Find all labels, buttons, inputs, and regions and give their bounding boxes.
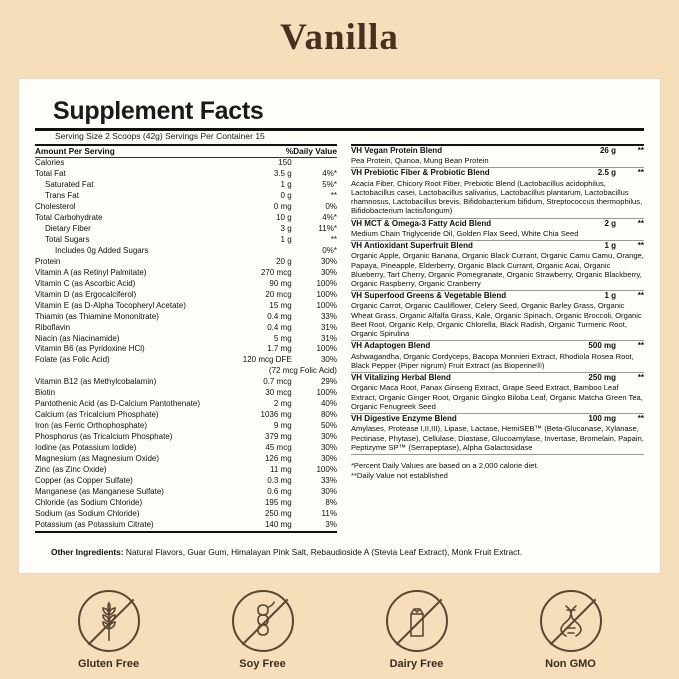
nutrient-name: Vitamin E (as D-Alpha Tocopheryl Acetate) bbox=[35, 300, 186, 310]
nutrient-amount: 250 mg bbox=[264, 508, 292, 518]
note-spacer bbox=[35, 366, 222, 377]
blend-amount: 1 g bbox=[604, 291, 616, 301]
nutrient-name: Copper (as Copper Sulfate) bbox=[35, 475, 133, 485]
table-row bbox=[35, 279, 337, 290]
blend-ingredients: Organic Carrot, Organic Cauliflower, Celery Seed, Organic Barley Grass, Organic Wheat Grass, Organic Alfalfa Grass, Kale, Organic Spinach, Organic Broccoli, Organic Beet Root, Organic Kelp, Organic Chlorella, Black Radish, Organic Turmeric Root, Organic Spirulina bbox=[350, 301, 642, 339]
nutrient-amount: 15 mg bbox=[269, 300, 292, 310]
nutrient-name: Niacin (as Niacinamide) bbox=[35, 333, 120, 343]
nutrient-amount: 270 mcg bbox=[260, 267, 292, 277]
nutrient-daily-value: 30% bbox=[320, 267, 337, 277]
badge-circle bbox=[232, 590, 294, 652]
nutrient-daily-value: 8% bbox=[325, 497, 337, 507]
table-row bbox=[35, 388, 337, 399]
table-row bbox=[35, 465, 337, 476]
table-row bbox=[35, 213, 337, 224]
nutrient-daily-value: 30% bbox=[320, 454, 337, 464]
nutrient-name: Chloride (as Sodium Chloride) bbox=[35, 497, 143, 507]
blend-item bbox=[351, 291, 644, 340]
blend-header bbox=[351, 146, 644, 155]
nutrient-amount: 0 g bbox=[280, 191, 292, 201]
nutrient-amount: 3.5 g bbox=[273, 169, 292, 179]
nutrient-amount: 1036 mg bbox=[260, 410, 292, 420]
header-daily-value: %Daily Value bbox=[285, 146, 337, 156]
badge-label: Non GMO bbox=[545, 658, 596, 670]
nutrient-amount: 20 g bbox=[276, 256, 292, 266]
table-row bbox=[35, 246, 337, 257]
blend-daily-value: ** bbox=[637, 146, 644, 155]
nutrient-name: Iron (as Ferric Orthophosphate) bbox=[35, 421, 148, 431]
blend-ingredients: Pea Protein, Quinoa, Mung Bean Protein bbox=[350, 156, 489, 166]
table-row bbox=[35, 520, 337, 531]
table-row bbox=[35, 355, 337, 366]
blend-name: VH Antioxidant Superfruit Blend bbox=[350, 241, 473, 251]
nutrient-daily-value: 100% bbox=[316, 278, 337, 288]
nutrient-name: Vitamin C (as Ascorbic Acid) bbox=[35, 278, 136, 288]
nutrient-daily-value: 0%* bbox=[322, 245, 337, 255]
blend-daily-value: ** bbox=[637, 414, 644, 424]
blend-header bbox=[351, 168, 644, 177]
badge-label: Dairy Free bbox=[389, 658, 444, 670]
table-row bbox=[35, 443, 337, 454]
blend-item bbox=[351, 219, 644, 240]
blend-name: VH Vegan Protein Blend bbox=[350, 146, 443, 155]
nutrient-name: Riboflavin bbox=[35, 322, 71, 332]
nutrient-daily-value: 31% bbox=[320, 333, 337, 343]
nutrient-daily-value: 0% bbox=[325, 202, 337, 212]
table-row bbox=[35, 257, 337, 268]
nutrient-name: Trans Fat bbox=[45, 191, 79, 201]
nutrient-amount: 30 mcg bbox=[265, 388, 292, 398]
table-row bbox=[35, 202, 337, 213]
nutrient-amount: 379 mg bbox=[264, 432, 292, 442]
nutrient-name: Biotin bbox=[35, 388, 56, 398]
nutrient-name: Vitamin B12 (as Methylcobalamin) bbox=[35, 377, 157, 387]
nutrient-amount: 3 g bbox=[280, 224, 292, 233]
blend-name: VH Prebiotic Fiber & Probiotic Blend bbox=[350, 168, 490, 178]
badge-label: Soy Free bbox=[239, 658, 286, 670]
blend-daily-value: ** bbox=[637, 241, 644, 251]
nutrient-amount: 150 bbox=[278, 158, 292, 168]
nutrients-column bbox=[35, 144, 337, 533]
blend-amount: 1 g bbox=[604, 241, 616, 251]
blend-ingredients: Organic Maca Root, Panax Ginseng Extract, Grape Seed Extract, Bamboo Leaf Extract, Organic Ginger Root, Organic Gingko Biloba Leaf, Organic Matcha Green Tea, Organic Fenugreek Seed bbox=[350, 383, 643, 411]
blend-header bbox=[351, 341, 644, 350]
blend-name: VH Superfood Greens & Vegetable Blend bbox=[350, 291, 507, 301]
nutrition-table bbox=[35, 146, 337, 157]
footnote-2: **Daily Value not established bbox=[350, 470, 448, 480]
blend-ingredients: Amylases, Protease I,II,III), Lipase, Lactase, HemiSEB™ (Beta-Glucanase, Xylanase, Pectinase, Phytase), Cellulase, Diastase, Glucoamylase, Invertase, Bromelain, Papain, Peptizyme SP™ (Serrapeptase), Alpha Galactosidase bbox=[350, 424, 644, 452]
nutrient-amount: 1.7 mg bbox=[267, 344, 292, 354]
blend-item bbox=[351, 241, 644, 290]
nutrient-amount: 0.4 mg bbox=[267, 311, 292, 321]
nutrient-amount: 11 mg bbox=[270, 464, 292, 474]
table-row bbox=[35, 334, 337, 345]
blend-name: VH MCT & Omega-3 Fatty Acid Blend bbox=[350, 218, 492, 228]
nutrient-daily-value: 30% bbox=[320, 432, 337, 442]
nutrient-name: Cholesterol bbox=[35, 202, 76, 212]
badge-non-gmo bbox=[518, 590, 624, 670]
nutrient-daily-value bbox=[292, 158, 337, 169]
nutrient-amount: 0.6 mg bbox=[267, 486, 292, 496]
badge-soy-free bbox=[210, 590, 316, 670]
nutrient-amount: 0 mg bbox=[273, 202, 292, 212]
blends-column bbox=[351, 144, 644, 533]
blend-ingredients: Organic Apple, Organic Banana, Organic Black Currant, Organic Camu Camu, Orange, Papaya, Pineapple, Elderberry, Organic Black Currant, Organic Acai, Organic Blueberry, Tart Cherry, Organic Pomegranate, Organic Strawberry, Organic Blackberry, Organic Raspberry, Organic Cranberry bbox=[350, 251, 644, 288]
blend-daily-value: ** bbox=[637, 168, 644, 178]
nutrient-daily-value: 33% bbox=[320, 311, 337, 321]
nutrient-daily-value: 4%* bbox=[322, 169, 337, 179]
nutrient-daily-value: 3% bbox=[325, 519, 337, 529]
nutrient-name: Calcium (as Tricalcium Phosphate) bbox=[35, 410, 159, 420]
nutrient-amount: 20 mcg bbox=[265, 289, 292, 299]
soybean-icon bbox=[234, 592, 292, 650]
nutrient-name: Folate (as Folic Acid) bbox=[35, 355, 110, 365]
blend-item bbox=[351, 168, 644, 217]
table-row bbox=[35, 224, 337, 235]
nutrient-amount: 2 mg bbox=[273, 399, 292, 409]
nutrient-amount: 1 g bbox=[280, 234, 292, 244]
nutrient-daily-value: 100% bbox=[316, 388, 337, 398]
table-row bbox=[35, 454, 337, 465]
nutrient-daily-value: 30% bbox=[320, 443, 337, 453]
table-row bbox=[35, 158, 337, 169]
blend-item bbox=[351, 373, 644, 413]
table-row bbox=[35, 498, 337, 509]
blend-ingredients: Ashwagandha, Organic Cordyceps, Bacopa Monnieri Extract, Rhodiola Rosea Root, Black Pepper (Piper nigrum) Fruit Extract (as Bioperine®) bbox=[350, 351, 634, 370]
table-row bbox=[35, 377, 337, 388]
nutrient-amount: 195 mg bbox=[264, 497, 292, 507]
blend-name: VH Adaptogen Blend bbox=[350, 341, 431, 351]
nutrient-name: Pantothenic Acid (as D-Calcium Pantothenate) bbox=[35, 399, 200, 409]
nutrient-daily-value: ** bbox=[330, 234, 337, 244]
blend-header bbox=[351, 291, 644, 300]
nutrient-daily-value: 31% bbox=[320, 322, 337, 332]
nutrient-note: (72 mcg Folic Acid) bbox=[268, 366, 337, 376]
nutrient-amount: 120 mcg DFE bbox=[242, 355, 292, 365]
blend-header bbox=[351, 219, 644, 228]
nutrient-daily-value: 33% bbox=[320, 475, 337, 485]
other-ingredients-text: Natural Flavors, Guar Gum, Himalayan Pink Salt, Rebaudioside A (Stevia Leaf Extract), Monk Fruit Extract. bbox=[125, 547, 523, 557]
nutrient-amount: 126 mg bbox=[264, 454, 292, 464]
nutrient-name: Dietary Fiber bbox=[45, 224, 91, 233]
footnotes bbox=[351, 461, 644, 481]
nutrient-name: Thiamin (as Thiamine Mononitrate) bbox=[35, 311, 159, 321]
table-row bbox=[35, 191, 337, 202]
nutrient-amount: 45 mcg bbox=[265, 443, 292, 453]
blend-item bbox=[351, 341, 644, 372]
badge-dairy-free bbox=[364, 590, 470, 670]
table-row bbox=[35, 432, 337, 443]
nutrient-daily-value: 4%* bbox=[322, 213, 337, 223]
nutrient-daily-value: 100% bbox=[316, 344, 337, 354]
nutrient-amount: 0.4 mg bbox=[267, 322, 292, 332]
nutrient-daily-value: 40% bbox=[320, 399, 337, 409]
nutrient-daily-value: 11%* bbox=[318, 224, 337, 233]
table-row bbox=[35, 509, 337, 520]
blend-header bbox=[351, 241, 644, 250]
nutrient-name: Saturated Fat bbox=[45, 180, 94, 190]
blend-name: VH Vitalizing Herbal Blend bbox=[350, 373, 451, 383]
blend-amount: 2.5 g bbox=[597, 168, 616, 178]
nutrient-name: Manganese (as Manganese Sulfate) bbox=[35, 486, 164, 496]
table-row bbox=[35, 268, 337, 279]
nutrient-daily-value: 11% bbox=[321, 508, 337, 518]
nutrient-name: Sodium (as Sodium Chloride) bbox=[35, 508, 140, 518]
nutrient-name: Includes 0g Added Sugars bbox=[55, 245, 149, 255]
nutrient-name: Vitamin B6 (as Pyridoxine HCl) bbox=[35, 344, 145, 354]
table-row bbox=[35, 180, 337, 191]
nutrient-daily-value: ** bbox=[330, 191, 337, 201]
wheat-icon bbox=[80, 592, 138, 650]
badge-label: Gluten Free bbox=[77, 658, 140, 670]
table-row bbox=[35, 476, 337, 487]
nutrient-name: Potassium (as Potassium Citrate) bbox=[35, 519, 154, 529]
nutrient-name: Protein bbox=[35, 256, 61, 266]
table-row bbox=[35, 301, 337, 312]
blend-amount: 100 mg bbox=[588, 414, 616, 424]
blend-amount: 250 mg bbox=[588, 373, 616, 383]
nutrient-name: Phosphorus (as Tricalcium Phosphate) bbox=[35, 432, 173, 442]
table-row bbox=[35, 399, 337, 410]
certification-badges bbox=[0, 590, 679, 670]
blend-ingredients: Medium Chain Triglyceride Oil, Golden Flax Seed, White Chia Seed bbox=[350, 228, 579, 238]
nutrient-name: Total Fat bbox=[35, 169, 66, 179]
nutrient-name: Calories bbox=[35, 158, 65, 168]
serving-info: Serving Size 2 Scoops (42g) Servings Per Container 15 bbox=[55, 131, 265, 141]
table-row bbox=[35, 290, 337, 301]
nutrient-name: Vitamin A (as Retinyl Palmitate) bbox=[35, 267, 147, 277]
nutrient-daily-value: 50% bbox=[320, 421, 337, 431]
nutrient-name: Zinc (as Zinc Oxide) bbox=[35, 464, 107, 474]
nutrient-amount: 9 mg bbox=[273, 421, 292, 431]
nutrient-name: Total Carbohydrate bbox=[35, 213, 103, 223]
table-row bbox=[35, 312, 337, 323]
nutrient-amount: 10 g bbox=[276, 213, 292, 223]
panel-columns bbox=[35, 144, 644, 533]
nutrient-amount: 5 mg bbox=[273, 333, 292, 343]
table-row bbox=[35, 421, 337, 432]
other-ingredients-label: Other Ingredients: bbox=[51, 547, 124, 557]
table-row bbox=[35, 323, 337, 334]
nutrient-daily-value: 80% bbox=[320, 410, 337, 420]
blend-header bbox=[351, 414, 644, 423]
supplement-facts-panel bbox=[18, 78, 661, 574]
nutrient-daily-value: 100% bbox=[316, 300, 337, 310]
table-row-note bbox=[35, 366, 337, 377]
milk-carton-icon bbox=[388, 592, 446, 650]
header-spacer bbox=[218, 146, 286, 157]
badge-gluten-free bbox=[56, 590, 162, 670]
divider-table-bottom bbox=[35, 531, 337, 533]
dna-icon bbox=[542, 592, 600, 650]
nutrient-amount: 1 g bbox=[280, 180, 292, 190]
table-header-row bbox=[35, 146, 337, 157]
header-amount-per-serving: Amount Per Serving bbox=[35, 146, 115, 156]
blend-amount: 2 g bbox=[604, 218, 616, 228]
blend-daily-value: ** bbox=[637, 218, 644, 228]
nutrient-amount: 140 mg bbox=[264, 519, 292, 529]
nutrient-daily-value: 5%* bbox=[322, 180, 337, 190]
badge-circle bbox=[78, 590, 140, 652]
blend-amount: 500 mg bbox=[588, 341, 616, 351]
table-row bbox=[35, 487, 337, 498]
nutrition-rows bbox=[35, 158, 337, 530]
nutrient-daily-value: 30% bbox=[320, 256, 337, 266]
table-row bbox=[35, 235, 337, 246]
badge-circle bbox=[386, 590, 448, 652]
nutrient-daily-value: 30% bbox=[320, 486, 337, 496]
nutrient-amount: 0.3 mg bbox=[267, 475, 292, 485]
blend-item bbox=[351, 414, 644, 454]
nutrient-daily-value: 30% bbox=[320, 355, 337, 365]
blend-ingredients: Acacia Fiber, Chicory Root Fiber, Prebiotic Blend (Lactobacillus acidophilus, Lactobacillus casei, Lactobacillus salivarius, Lactobacillus plantarum, Lactobacillus rhamnosus, Lactobacillus brevis, Bifidobacterium bifidum, Streptococcus thermophilus, Bifidobacterium lactis/longum) bbox=[350, 178, 643, 216]
table-row bbox=[35, 344, 337, 355]
blend-daily-value: ** bbox=[637, 341, 644, 351]
supplement-facts-title: Supplement Facts bbox=[53, 97, 264, 125]
nutrient-name: Iodine (as Potassium Iodide) bbox=[35, 443, 137, 453]
other-ingredients bbox=[51, 547, 638, 557]
badge-circle bbox=[540, 590, 602, 652]
page-title: Vanilla bbox=[280, 17, 399, 58]
blend-list bbox=[351, 146, 644, 455]
table-row bbox=[35, 169, 337, 180]
blend-daily-value: ** bbox=[637, 373, 644, 383]
blend-header bbox=[351, 373, 644, 382]
blend-name: VH Digestive Enzyme Blend bbox=[350, 414, 457, 424]
nutrient-name: Total Sugars bbox=[45, 234, 90, 244]
footnote-1: *Percent Daily Values are based on a 2,000 calorie diet. bbox=[350, 461, 539, 470]
nutrient-daily-value: 100% bbox=[316, 289, 337, 299]
blend-divider bbox=[351, 454, 644, 455]
nutrient-amount: 90 mg bbox=[269, 278, 292, 288]
nutrient-name: Vitamin D (as Ergocalciferol) bbox=[35, 289, 137, 299]
nutrient-amount bbox=[222, 246, 291, 257]
table-row bbox=[35, 410, 337, 421]
nutrient-daily-value: 29% bbox=[320, 377, 337, 387]
blend-item bbox=[351, 146, 644, 167]
blend-amount: 26 g bbox=[599, 146, 616, 155]
nutrient-amount: 0.7 mcg bbox=[263, 377, 292, 387]
nutrient-daily-value: 100% bbox=[316, 464, 337, 474]
blend-daily-value: ** bbox=[637, 291, 644, 301]
nutrient-name: Magnesium (as Magnesium Oxide) bbox=[35, 454, 160, 464]
